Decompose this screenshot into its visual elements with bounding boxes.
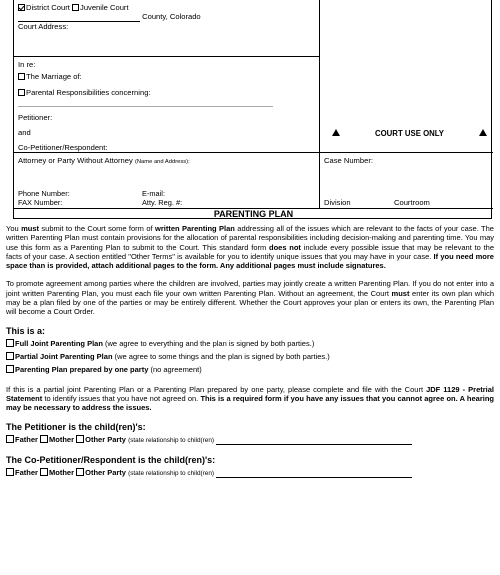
text: written Parenting Plan	[155, 224, 235, 233]
form-title: PARENTING PLAN	[14, 208, 493, 219]
petitioner-heading: The Petitioner is the child(ren)'s:	[6, 421, 146, 432]
text: To promote agreement among parties where the children are involved, parties may jointly create a written Parenting Plan. If you do not enter into a joint written Parenting Plan, you must each file your own written Parenting Plan. Without an agreement, the Court	[6, 279, 494, 298]
agreement-paragraph	[6, 279, 494, 316]
form-body	[6, 224, 494, 482]
text: Full Joint Parenting Plan	[15, 338, 103, 348]
text: (state relationship to child(ren)	[128, 436, 215, 444]
in-re-section	[14, 57, 319, 152]
other-party-checkbox[interactable]	[76, 435, 84, 443]
in-re-label: In re:	[18, 60, 36, 69]
petitioner-relationship	[6, 435, 494, 445]
text: If you need more space than is provided, attach additional pages to the form. Any additional pages must include signatures.	[6, 251, 494, 271]
father-checkbox[interactable]	[6, 435, 14, 443]
text: submit to the Court some form of	[39, 224, 156, 233]
text: This is a required form if you have any issues that you cannot agree on. A hearing may be necessary to address the issues.	[6, 394, 495, 413]
text: JDF 1129 - Pretrial Statement	[6, 384, 494, 404]
court-address-label: Court Address:	[18, 21, 69, 31]
text: must	[391, 288, 410, 298]
petitioner-label: Petitioner:	[18, 113, 53, 122]
attorney-note: (Name and Address):	[134, 159, 190, 165]
district-court-checkbox[interactable]	[18, 4, 25, 11]
relationship-field[interactable]	[216, 437, 412, 445]
triangle-icon	[332, 129, 340, 136]
text: to identify issues that you have not agreed on.	[42, 394, 201, 404]
parental-resp-checkbox[interactable]	[18, 89, 25, 96]
text: (no agreement)	[148, 365, 202, 375]
and-label: and	[18, 128, 31, 137]
county-label: County, Colorado	[142, 12, 201, 22]
text: Mother	[49, 434, 75, 444]
county-field[interactable]	[18, 14, 140, 22]
text: If this is a partial joint Parenting Plan or a Parenting Plan prepared by one party, please complete and file with the Court	[6, 384, 427, 394]
attorney-box	[14, 152, 320, 208]
text: does not	[269, 242, 301, 252]
court-info	[14, 0, 319, 57]
text: (state relationship to child(ren)	[128, 469, 215, 477]
text: (we agree to some things and the plan is signed by both parties.)	[112, 352, 330, 362]
plan-type-option	[6, 352, 494, 361]
father-checkbox[interactable]	[6, 468, 14, 476]
case-number-label: Case Number:	[324, 156, 373, 165]
relationship-field[interactable]	[216, 470, 412, 478]
courtroom-label: Courtroom	[394, 198, 430, 207]
juvenile-court-label: Juvenile Court	[80, 3, 129, 12]
text: Father	[15, 467, 38, 477]
text: Other Party	[85, 467, 126, 477]
phone-label: Phone Number:	[18, 189, 70, 198]
plan-type-option	[6, 365, 494, 374]
co-petitioner-label: Co-Petitioner/Respondent:	[18, 143, 108, 152]
caption-left	[14, 0, 320, 152]
other-party-checkbox[interactable]	[76, 468, 84, 476]
co-petitioner-heading: The Co-Petitioner/Respondent is the child(ren)'s:	[6, 454, 216, 465]
case-caption	[13, 0, 492, 219]
attorney-label: Attorney or Party Without Attorney	[18, 156, 133, 165]
text: Mother	[49, 467, 75, 477]
text: addressing all of the issues which are relevant to the facts of your case. The written Parenting Plan must contain provisions for the allocation of parental responsibilities including decision-making and parenting time. You may use this form as a Parenting Plan to submit to the Court. This standard form	[6, 224, 494, 252]
division-label: Division	[324, 198, 351, 207]
marriage-label: The Marriage of:	[26, 72, 82, 82]
plan-type-option	[6, 339, 494, 348]
one-party-checkbox[interactable]	[6, 365, 14, 373]
co-petitioner-relationship	[6, 468, 494, 478]
pretrial-paragraph	[6, 385, 494, 413]
text: Parenting Plan prepared by one party	[15, 365, 149, 375]
text: Other Party	[85, 434, 126, 444]
marriage-checkbox[interactable]	[18, 73, 25, 80]
text: must	[21, 224, 39, 233]
this-is-a-heading: This is a:	[6, 325, 46, 336]
text: (we agree to everything and the plan is signed by both parties.)	[102, 338, 315, 348]
parental-resp-label: Parental Responsibilities concerning:	[26, 87, 151, 97]
partial-joint-checkbox[interactable]	[6, 352, 14, 360]
atty-reg-label: Atty. Reg. #:	[142, 198, 183, 208]
mother-checkbox[interactable]	[40, 468, 48, 476]
court-use-only	[332, 129, 487, 139]
text: enter its own plan which may be a plan filed by one of the parties or may be entirely different. Whether the Court approves your plan or enters its own, the Parenting Plan will become a Court Order.	[6, 288, 494, 317]
instructions-paragraph	[6, 224, 494, 270]
text: include every possible issue that may be relevant to the facts of your case. A section entitled "Other Terms" is available for you to identify unique issues that you may have in your case.	[6, 242, 495, 261]
court-use-label: COURT USE ONLY	[374, 129, 445, 138]
text: Partial Joint Parenting Plan	[15, 352, 113, 362]
email-label: E-mail:	[142, 189, 165, 198]
juvenile-court-checkbox[interactable]	[72, 4, 79, 11]
triangle-icon	[479, 129, 487, 136]
mother-checkbox[interactable]	[40, 435, 48, 443]
court-use-box	[320, 0, 493, 152]
fax-label: FAX Number:	[18, 198, 63, 208]
text: Father	[15, 434, 38, 444]
divider	[18, 106, 273, 107]
text: You	[6, 224, 22, 233]
case-number-box	[320, 152, 493, 208]
full-joint-checkbox[interactable]	[6, 339, 14, 347]
district-court-label: District Court	[26, 3, 70, 12]
